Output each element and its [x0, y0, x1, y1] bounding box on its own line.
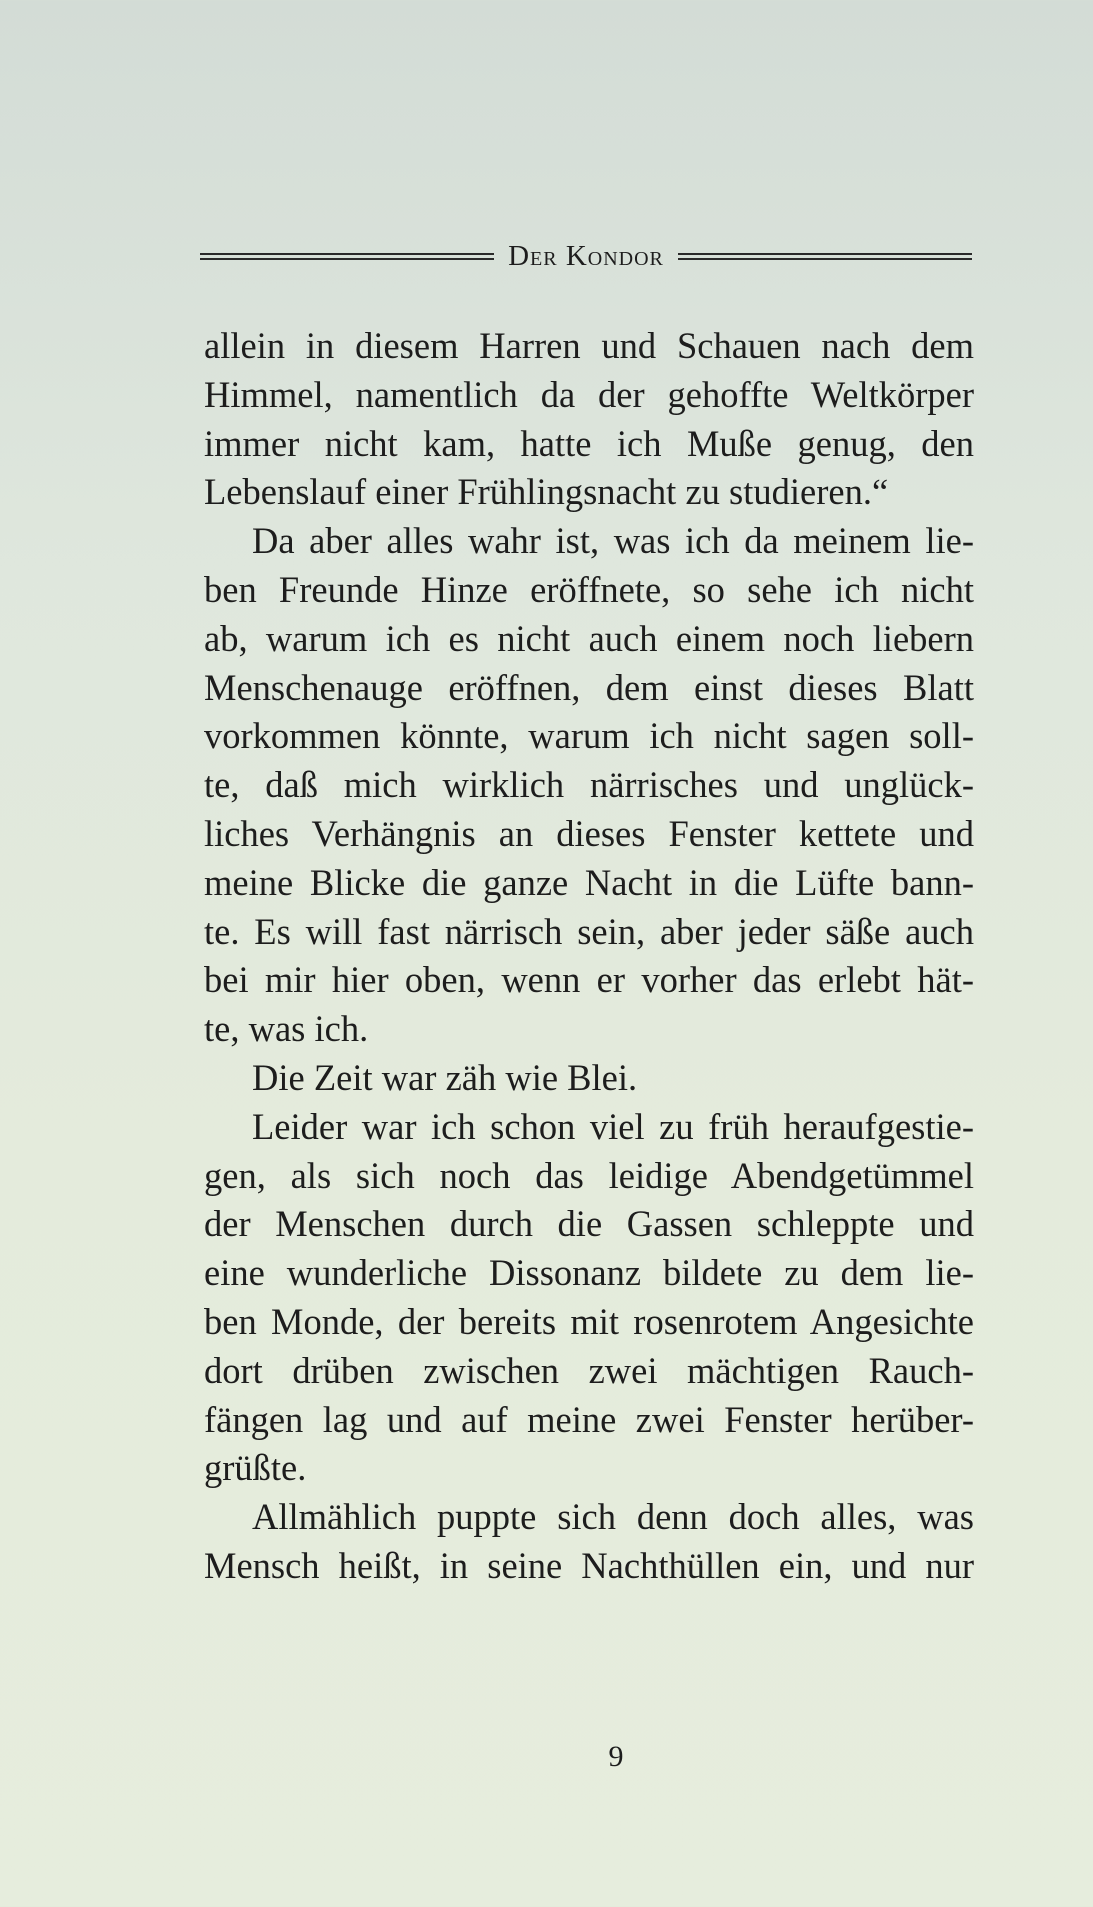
text-line: Menschenauge eröffnen, dem einst dieses Blatt	[204, 666, 974, 708]
text-line: meine Blicke die ganze Nacht in die Lüfte bann-	[204, 861, 974, 903]
text-line: Allmählich puppte sich denn doch alles, was	[252, 1496, 974, 1538]
text-line: eine wunderliche Dissonanz bildete zu dem lie-	[204, 1252, 974, 1294]
text-line: dort drüben zwischen zwei mächtigen Rauch-	[204, 1349, 974, 1391]
text-line: vorkommen könnte, warum ich nicht sagen soll-	[204, 715, 974, 757]
body-text	[204, 322, 974, 1591]
text-line: immer nicht kam, hatte ich Muße genug, den	[204, 422, 974, 464]
text-line: liches Verhängnis an dieses Fenster kettete und	[204, 812, 974, 854]
text-line: der Menschen durch die Gassen schleppte und	[204, 1203, 974, 1245]
text-line: grüßte.	[204, 1447, 307, 1489]
text-line: ben Monde, der bereits mit rosenrotem Angesichte	[204, 1300, 974, 1342]
running-head-title: Der Kondor	[508, 239, 664, 272]
text-line: Himmel, namentlich da der gehoffte Weltkörper	[204, 373, 974, 415]
page-number: 9	[608, 1740, 624, 1773]
text-line: te. Es will fast närrisch sein, aber jeder säße auch	[204, 910, 974, 952]
text-line: allein in diesem Harren und Schauen nach dem	[204, 325, 974, 366]
text-line: Mensch heißt, in seine Nachthüllen ein, und nur	[204, 1544, 974, 1586]
text-line: Die Zeit war zäh wie Blei.	[252, 1056, 638, 1098]
text-line: Lebenslauf einer Frühlingsnacht zu studieren.“	[204, 471, 889, 513]
text-line: ben Freunde Hinze eröffnete, so sehe ich nicht	[204, 568, 974, 610]
running-head-rule-left	[200, 253, 494, 260]
text-line: fängen lag und auf meine zwei Fenster herüber-	[204, 1398, 974, 1440]
text-line: te, was ich.	[204, 1008, 369, 1050]
text-line: ab, warum ich es nicht auch einem noch liebern	[204, 617, 974, 659]
text-line: bei mir hier oben, wenn er vorher das erlebt hät-	[204, 959, 974, 1001]
text-line: te, daß mich wirklich närrisches und unglück-	[204, 764, 974, 806]
running-head	[200, 236, 972, 276]
text-line: Da aber alles wahr ist, was ich da meinem lie-	[252, 520, 974, 562]
running-head-rule-right	[678, 253, 972, 260]
text-line: Leider war ich schon viel zu früh heraufgestie-	[252, 1105, 974, 1147]
text-line: gen, als sich noch das leidige Abendgetümmel	[204, 1154, 974, 1196]
